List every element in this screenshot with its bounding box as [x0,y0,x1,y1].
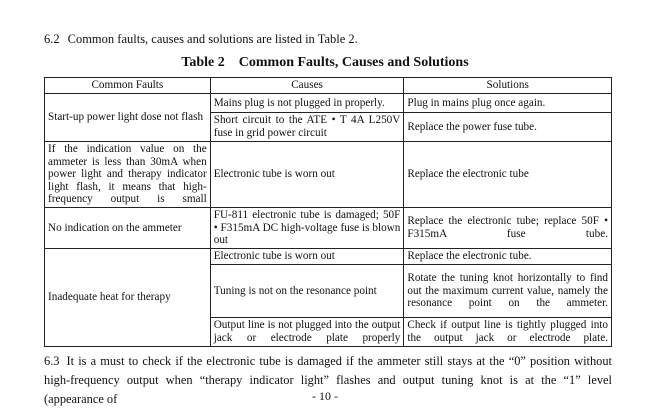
solution-cell: Replace the power fuse tube. [404,113,612,142]
cause-cell: FU-811 electronic tube is damaged; 50F • F315mA DC high-voltage fuse is blown out [210,208,404,249]
fault-cell: Inadequate heat for therapy [45,249,211,347]
table-row [45,208,612,249]
section-number: 6.2 [44,32,60,46]
section-text: It is a must to check if the electronic tube is damaged if the ammeter still stays at the “0” position without high-frequency output when “therapy indicator light” flashes and output tuning knot is at the “1” level (appearance of [44,354,612,406]
cause-cell: Short circuit to the ATE • T 4A L250V fuse in grid power circuit [210,113,404,142]
solution-cell: Plug in mains plug once again. [404,94,612,113]
header-common-faults: Common Faults [45,78,211,94]
cause-cell: Mains plug is not plugged in properly. [210,94,404,113]
header-causes: Causes [210,78,404,94]
cause-cell: Electronic tube is worn out [210,142,404,208]
solution-cell: Replace the electronic tube; replace 50F • F315mA fuse tube. [404,208,612,249]
solution-cell: Replace the electronic tube [404,142,612,208]
header-solutions: Solutions [404,78,612,94]
cause-cell: Output line is not plugged into the output jack or electrode plate properly [210,318,404,347]
page-number: - 10 - [312,389,338,403]
section-text: Common faults, causes and solutions are listed in Table 2. [67,32,358,46]
cause-cell: Tuning is not on the resonance point [210,265,404,318]
section-number: 6.3 [44,354,60,368]
table-row [45,142,612,208]
table-header-row [45,78,612,94]
table-row [45,249,612,265]
solution-cell: Rotate the tuning knot horizontally to find out the maximum current value, namely the resonance point on the ammeter. [404,265,612,318]
faults-table [44,77,612,347]
fault-cell: If the indication value on the ammeter is less than 30mA when power light and therapy indicator light flash, it means that high-frequency output is small [45,142,211,208]
section-6-2 [44,32,358,47]
table-row [45,94,612,113]
cause-cell: Electronic tube is worn out [210,249,404,265]
fault-cell: Start-up power light dose not flash [45,94,211,142]
solution-cell: Replace the electronic tube. [404,249,612,265]
solution-cell: Check if output line is tightly plugged into the output jack or electrode plate. [404,318,612,347]
fault-cell: No indication on the ammeter [45,208,211,249]
table-title: Table 2 Common Faults, Causes and Solutions [181,55,469,70]
